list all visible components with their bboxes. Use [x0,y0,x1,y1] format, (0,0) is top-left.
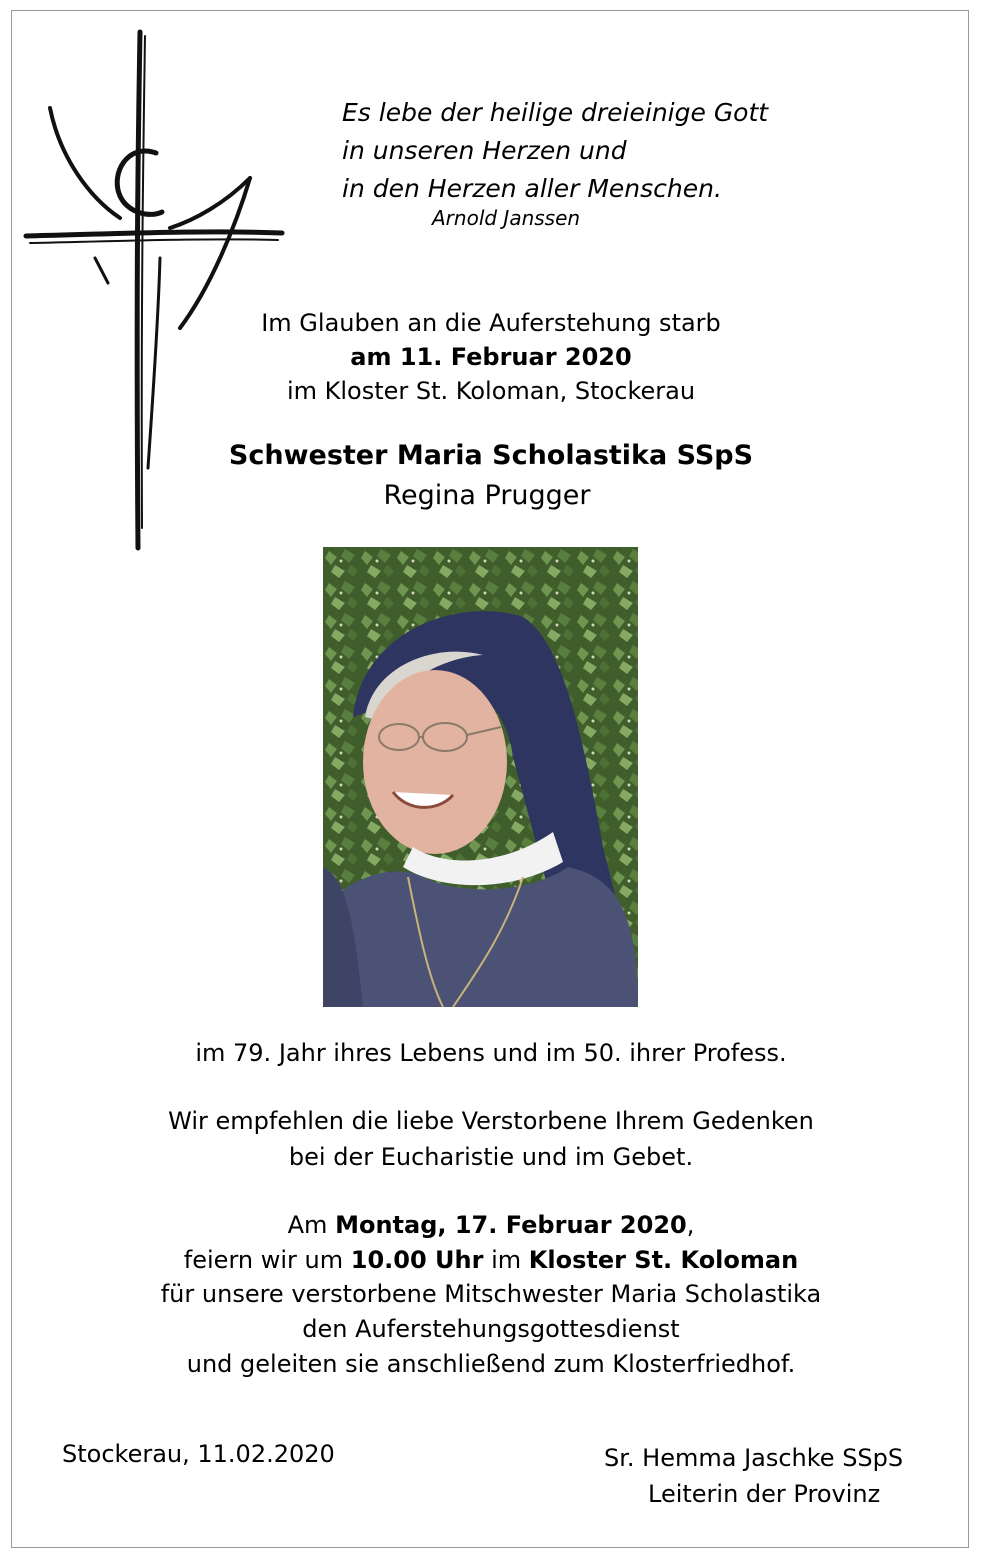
place-date: Stockerau, 11.02.2020 [62,1440,335,1468]
signer-name: Sr. Hemma Jaschke SSpS [604,1444,904,1472]
quote-line: in unseren Herzen und [342,136,627,165]
religious-name: Schwester Maria Scholastika SSpS [228,440,754,471]
service-date: Montag, 17. Februar 2020 [335,1211,687,1239]
death-intro: Im Glauben an die Auferstehung starb [261,309,721,337]
service-am: Am [287,1211,336,1239]
death-place: im Kloster St. Koloman, Stockerau [286,377,696,405]
signature-block [604,1440,903,1512]
service-time: 10.00 Uhr [350,1246,484,1274]
service-line-2 [0,1243,982,1277]
quote-author: Arnold Janssen [432,206,581,230]
age-line: im 79. Jahr ihres Lebens und im 50. ihrer Profess. [195,1039,787,1067]
recommend-line-1: Wir empfehlen die liebe Verstorbene Ihrem Gedenken [168,1107,814,1135]
crucifix-icon [20,28,290,558]
portrait-photo [323,547,638,1007]
service-place: Kloster St. Koloman [528,1246,799,1274]
service-line-3: für unsere verstorbene Mitschwester Maria Scholastika [160,1280,822,1308]
quote-block [342,94,768,208]
service-feiern: feiern wir um [183,1246,351,1274]
service-line-1 [0,1208,982,1242]
service-line-5: und geleiten sie anschließend zum Klosterfriedhof. [186,1350,796,1378]
quote-line: in den Herzen aller Menschen. [342,174,722,203]
recommend-line-2: bei der Eucharistie und im Gebet. [288,1143,694,1171]
quote-line: Es lebe der heilige dreieinige Gott [342,98,769,127]
signer-role: Leiterin der Provinz [648,1480,881,1508]
service-comma: , [686,1211,695,1239]
service-line-4: den Auferstehungsgottesdienst [302,1315,680,1343]
civil-name: Regina Prugger [383,480,591,511]
service-im: im [483,1246,529,1274]
death-date: am 11. Februar 2020 [350,343,632,371]
